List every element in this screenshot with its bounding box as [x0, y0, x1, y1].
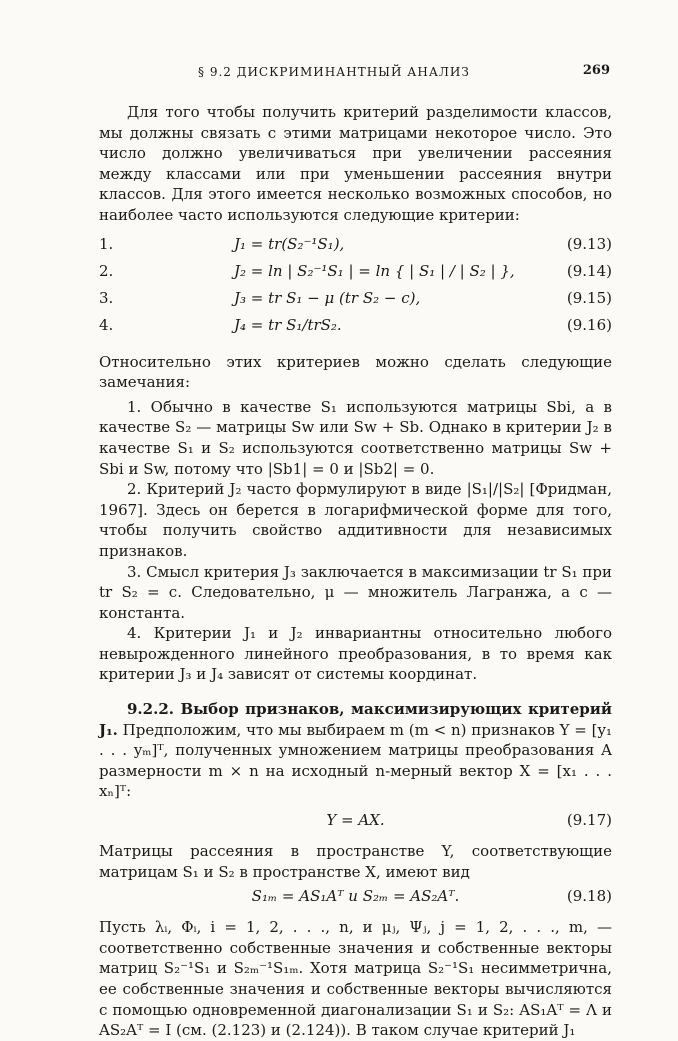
equation-9-18	[99, 886, 612, 909]
running-head	[100, 62, 610, 84]
equation-formula: S₁ₘ = AS₁Aᵀ и S₂ₘ = AS₂Aᵀ.	[251, 887, 460, 906]
equation-number: (9.13)	[566, 234, 612, 253]
remark-4: 4. Критерии J₁ и J₂ инвариантны относительно любого невырожденного линейного преобразования, в то время как критерии J₃ и J₄ зависят от системы координат.	[99, 624, 612, 684]
criterion-label: 4.	[99, 315, 114, 334]
equation-number: (9.17)	[566, 811, 612, 830]
eigen-paragraph: Пусть λᵢ, Φᵢ, i = 1, 2, . . ., n, и μⱼ, Ψⱼ, j = 1, 2, . . ., m, — соответственно собственные значения и собственные векторы матриц S₂⁻¹S₁ и S₂ₘ⁻¹S₁ₘ. Хотя матрица S₂⁻¹S₁ несимметрична, ее собственные значения и собственные векторы вычисляются с помощью одновременной диагонализации S₁ и S₂: AS₁Aᵀ = Λ и AS₂Aᵀ = I (см. (2.123) и (2.124)). В таком случае критерий J₁	[99, 918, 612, 1040]
section-text: Предположим, что мы выбираем m (m < n) признаков Y = [y₁ . . . yₘ]ᵀ, полученных умножением матрицы преобразования A размерности m × n на исходный n-мерный вектор X = [x₁ . . . xₙ]ᵀ:	[99, 720, 612, 801]
section-heading: 9.2.2. Выбор признаков, максимизирующих критерий J₁.	[99, 700, 612, 739]
equation-9-16	[99, 315, 612, 338]
equation-formula: Y = AX.	[326, 811, 385, 830]
equation-number: (9.16)	[566, 315, 612, 334]
body-text	[99, 102, 612, 1041]
scatter-paragraph: Матрицы рассеяния в пространстве Y, соответствующие матрицам S₁ и S₂ в пространстве X, имеют вид	[99, 842, 612, 881]
equation-9-17	[99, 810, 612, 833]
equation-formula: J₄ = tr S₁/trS₂.	[234, 315, 342, 334]
equation-9-15	[99, 288, 612, 311]
equation-number: (9.15)	[566, 288, 612, 307]
page-number: 269	[582, 63, 610, 78]
equation-number: (9.18)	[566, 887, 612, 906]
remark-2: 2. Критерий J₂ часто формулируют в виде |S₁|/|S₂| [Фридман, 1967]. Здесь он берется в логарифмической форме для того, чтобы получить свойство аддитивности для независимых признаков.	[99, 480, 612, 560]
remark-3: 3. Смысл критерия J₃ заключается в максимизации tr S₁ при tr S₂ = c. Следовательно, μ — множитель Лагранжа, а c — константа.	[99, 562, 612, 622]
section-paragraph	[99, 699, 612, 802]
equation-formula: J₃ = tr S₁ − μ (tr S₂ − c),	[234, 288, 421, 307]
remarks-intro: Относительно этих критериев можно сделать следующие замечания:	[99, 352, 612, 392]
equation-number: (9.14)	[566, 261, 612, 280]
equation-formula: J₂ = ln | S₂⁻¹S₁ | = ln { | S₁ | / | S₂ | },	[234, 261, 515, 280]
criterion-label: 3.	[99, 288, 114, 307]
criterion-label: 2.	[99, 261, 114, 280]
remark-1: 1. Обычно в качестве S₁ используются матрицы Sbi, а в качестве S₂ — матрицы Sw или Sw + Sb. Однако в критерии J₂ в качестве S₁ и S₂ используются соответственно матрицы Sw + Sbi и Sw, потому что |Sb1| = 0 и |Sb2| = 0.	[99, 397, 612, 478]
equation-formula: J₁ = tr(S₂⁻¹S₁),	[234, 234, 345, 253]
criterion-label: 1.	[99, 234, 114, 253]
equation-9-14	[99, 261, 612, 284]
equation-9-13	[99, 234, 612, 257]
intro-paragraph: Для того чтобы получить критерий разделимости классов, мы должны связать с этими матрицами некоторое число. Это число должно увеличиваться при увеличении рассеяния между классами или при уменьшении рассеяния внутри классов. Для этого имеется несколько возможных способов, но наиболее часто используются следующие критерии:	[99, 103, 612, 224]
running-title: § 9.2 ДИСКРИМИНАНТНЫЙ АНАЛИЗ	[198, 65, 470, 79]
